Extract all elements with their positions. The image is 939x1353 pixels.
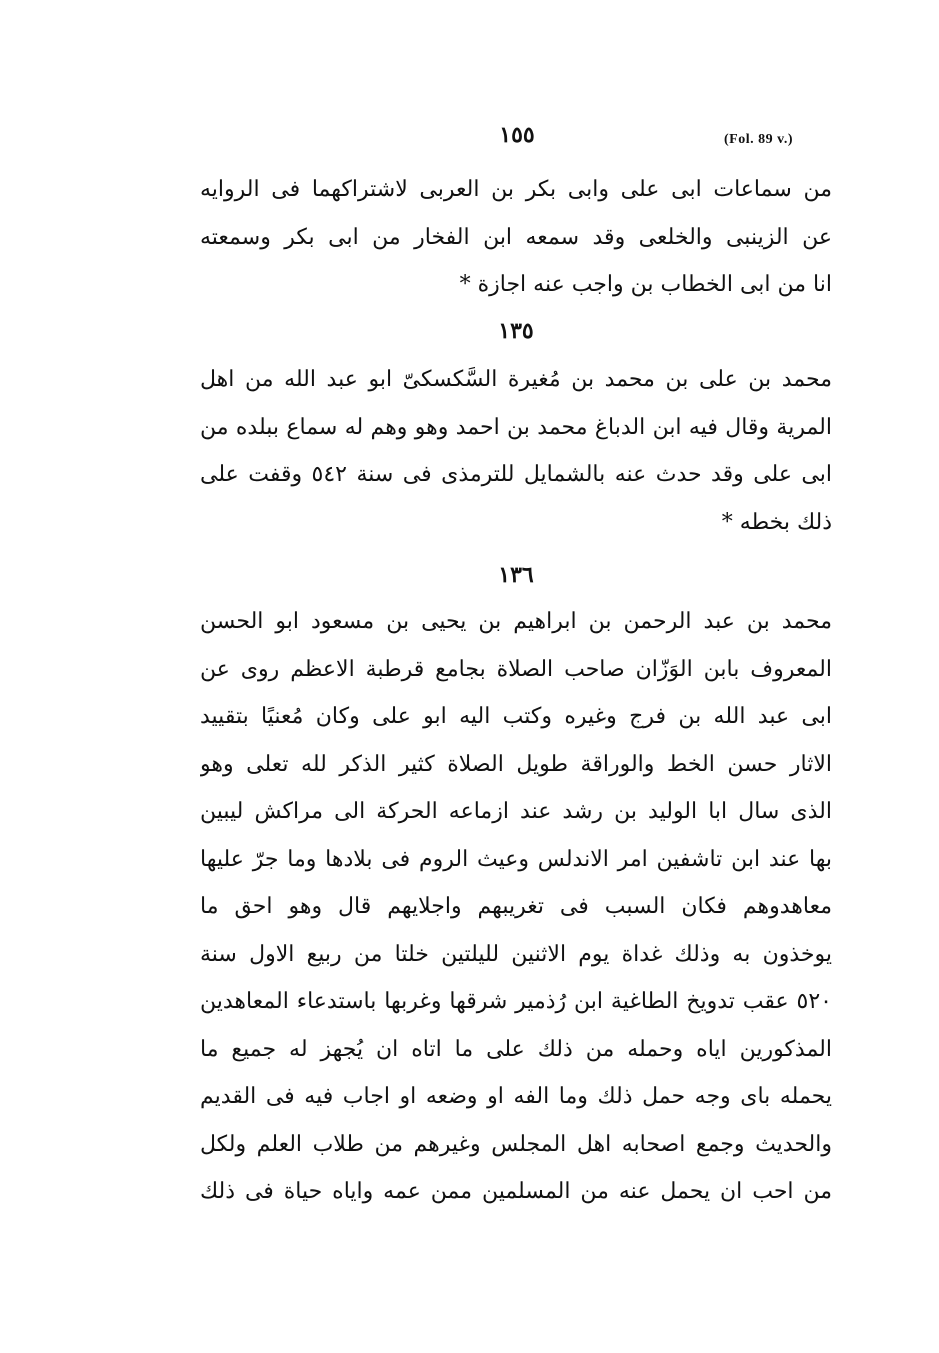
text-line: محمد بن عبد الرحمن بن ابراهيم بن يحيى بن مسعود ابو الحسن xyxy=(200,609,832,634)
entry-136 xyxy=(200,598,832,1216)
text-line: المذكورين اياه وحمله من ذلك على ما اتاه ان يُجهز له جميع ما xyxy=(200,1036,832,1062)
text-line: الذى سال ابا الوليد بن رشد عند ازماعه الحركة الى مراكش ليبين xyxy=(200,799,832,824)
text-line: الاثار حسن الخط والوراقة طويل الصلاة كثير الذكر لله تعلى وهو xyxy=(200,751,832,777)
text-line: بها عند ابن تاشفين امر الاندلس وعيث الروم فى بلادها وما جرّ عليها xyxy=(200,846,832,872)
entry-number: ١٣٥ xyxy=(498,318,534,344)
entry-135 xyxy=(200,356,832,546)
page-number: ١٥٥ xyxy=(499,122,535,148)
folio-reference: (Fol. 89 v.) xyxy=(724,132,793,147)
text-line: انا من ابى الخطاب بن واجب عنه اجازة * xyxy=(459,272,832,297)
text-line: ٥٢٠ عقب تدويخ الطاغية ابن رُذمير شرقها وغربها باستدعاء المعاهدين xyxy=(200,989,832,1014)
text-line: ابى عبد الله بن فرج وغيره وكتب اليه ابو على وكان مُعنيًا بتقييد xyxy=(200,704,832,729)
entry-number: ١٣٦ xyxy=(498,562,534,588)
text-line: ذلك بخطه * xyxy=(721,509,832,535)
text-line: من سماعات ابى على وابى بكر بن العربى لاشتراكهما فى الروايه xyxy=(200,177,832,202)
text-line: محمد بن على بن محمد بن مُغيرة السَّكسكىّ ابو عبد الله من اهل xyxy=(200,367,832,392)
text-line: يحمله باى وجه حمل ذلك وما الفه او وضعه او اجاب فيه فى القديم xyxy=(200,1084,832,1109)
entry-continuation xyxy=(200,166,832,309)
text-line: المرية وقال فيه ابن الدباغ محمد بن احمد وهو وهم له سماع ببلده من xyxy=(200,414,832,440)
text-line: والحديث وجمع اصحابه اهل المجلس وغيرهم من طلاب العلم ولكل xyxy=(200,1131,832,1157)
text-line: يوخذون به وذلك غداة يوم الاثنين لليلتين خلتا من ربيع الاول سنة xyxy=(200,941,832,967)
text-line: المعروف بابن الوَزّان صاحب الصلاة بجامع قرطبة الاعظم روى عن xyxy=(200,656,832,682)
text-line: ابى على وقد حدث عنه بالشمايل للترمذى فى سنة ٥٤٢ وقفت على xyxy=(200,462,832,487)
text-line: معاهدوهم فكان السبب فى تغريبهم واجلايهم قال وهو احق ما xyxy=(200,894,832,919)
text-line: عن الزينبى والخلعى وقد سمعه ابن الفخار من ابى بكر وسمعته xyxy=(200,224,832,250)
text-line: من احب ان يحمل عنه من المسلمين ممن عمه واياه حياة فى ذلك xyxy=(200,1179,832,1204)
